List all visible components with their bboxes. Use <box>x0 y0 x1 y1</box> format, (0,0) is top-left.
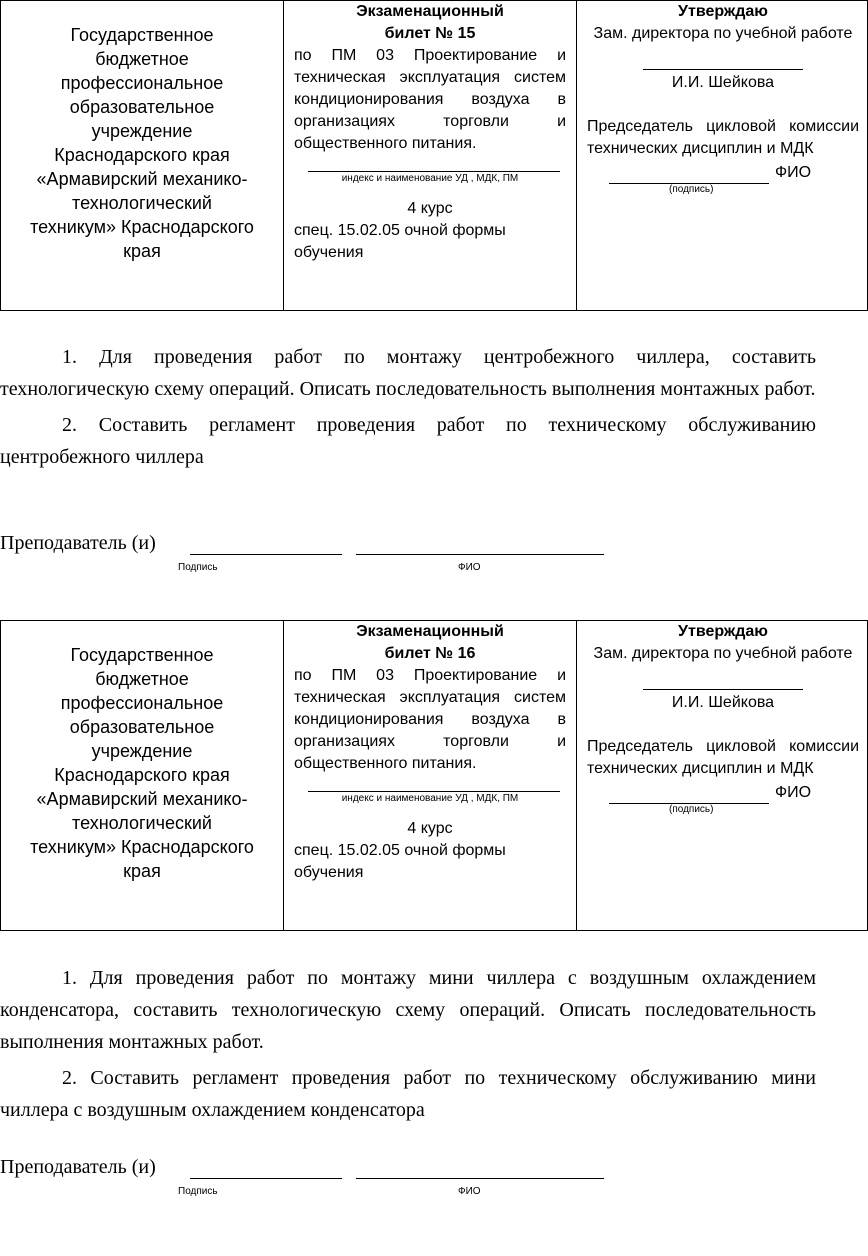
index-line <box>308 781 560 792</box>
teacher-signature-caption: Подпись <box>178 562 218 573</box>
index-caption: индекс и наименование УД , МДК, ПМ <box>341 793 519 804</box>
fio-label: ФИО <box>775 164 812 181</box>
director-name: И.И. Шейкова <box>671 694 775 711</box>
index-caption: индекс и наименование УД , МДК, ПМ <box>341 173 519 184</box>
org-line: бюджетное <box>95 669 189 689</box>
course-text: 4 курс <box>407 820 453 837</box>
chairman-title: Председатель цикловой комиссии технических дисциплин и МДК <box>587 738 859 777</box>
organization-cell <box>1 1 284 311</box>
spec-text: спец. 15.02.05 очной формы обучения <box>294 222 506 261</box>
org-line: Краснодарского края <box>54 145 230 165</box>
approve-label: Утверждаю <box>678 623 768 640</box>
ticket-info-cell <box>284 621 577 931</box>
org-line: «Армавирский механико- <box>36 169 248 189</box>
org-line: Краснодарского края <box>54 765 230 785</box>
chairman-signature-line <box>609 165 769 184</box>
org-line: техникум» Краснодарского <box>30 217 254 237</box>
deputy-title: Зам. директора по учебной работе <box>593 25 853 42</box>
director-signature-line <box>643 679 803 690</box>
org-line: бюджетное <box>95 49 189 69</box>
ticket-header-table <box>0 0 868 311</box>
course-text: 4 курс <box>407 200 453 217</box>
org-line: профессиональное <box>60 73 224 93</box>
signature-caption: (подпись) <box>669 804 714 815</box>
org-line: техникум» Краснодарского <box>30 837 254 857</box>
approve-label: Утверждаю <box>678 3 768 20</box>
director-name: И.И. Шейкова <box>671 74 775 91</box>
ticket-title: Экзаменационный <box>356 3 504 20</box>
chairman-signature-line <box>609 785 769 804</box>
spec-text: спец. 15.02.05 очной формы обучения <box>294 842 506 881</box>
teacher-signature-line <box>190 554 342 555</box>
ticket-number: билет № 16 <box>384 645 476 662</box>
teacher-label: Преподаватель (и) <box>0 532 156 554</box>
ticket-info-cell <box>284 1 577 311</box>
org-line: образовательное <box>69 97 215 117</box>
teacher-fio-line <box>356 1178 604 1179</box>
org-line: края <box>123 861 161 881</box>
org-line: профессиональное <box>60 693 224 713</box>
questions-block <box>0 962 816 1126</box>
question-2: 2. Составить регламент проведения работ по техническому обслуживанию центробежного чиллера <box>0 414 816 468</box>
approval-cell <box>577 1 868 311</box>
ticket-number: билет № 15 <box>384 25 476 42</box>
question-1: 1. Для проведения работ по монтажу мини чиллера с воздушным охлаждением конденсатора, составить технологическую схему операций. Описать последовательность выполнения монтажных работ. <box>0 967 816 1053</box>
chairman-signature-row <box>587 782 859 804</box>
teacher-signature-caption: Подпись <box>178 1186 218 1197</box>
index-line <box>308 161 560 172</box>
ticket-header-table <box>0 620 868 931</box>
deputy-title: Зам. директора по учебной работе <box>593 645 853 662</box>
discipline-text: по ПМ 03 Проектирование и техническая эксплуатация систем кондиционирования воздуха в организациях торговли и общественного питания. <box>294 667 566 772</box>
question-2: 2. Составить регламент проведения работ по техническому обслуживанию мини чиллера с воздушным охлаждением конденсатора <box>0 1067 816 1121</box>
fio-label: ФИО <box>775 784 812 801</box>
teacher-signature-line <box>190 1178 342 1179</box>
teacher-fio-caption: ФИО <box>458 1186 481 1197</box>
questions-block <box>0 341 816 473</box>
teacher-label: Преподаватель (и) <box>0 1156 156 1178</box>
teacher-fio-caption: ФИО <box>458 562 481 573</box>
director-signature-line <box>643 59 803 70</box>
org-line: образовательное <box>69 717 215 737</box>
org-line: края <box>123 241 161 261</box>
ticket-title: Экзаменационный <box>356 623 504 640</box>
signature-caption: (подпись) <box>669 184 714 195</box>
chairman-title: Председатель цикловой комиссии технических дисциплин и МДК <box>587 118 859 157</box>
org-line: учреждение <box>91 741 193 761</box>
org-line: учреждение <box>91 121 193 141</box>
org-line: Государственное <box>70 25 214 45</box>
organization-cell <box>1 621 284 931</box>
org-line: технологический <box>72 193 212 213</box>
question-1: 1. Для проведения работ по монтажу центробежного чиллера, составить технологическую схему операций. Описать последовательность выполнения монтажных работ. <box>0 346 816 400</box>
org-line: «Армавирский механико- <box>36 789 248 809</box>
org-line: Государственное <box>70 645 214 665</box>
org-line: технологический <box>72 813 212 833</box>
discipline-text: по ПМ 03 Проектирование и техническая эксплуатация систем кондиционирования воздуха в организациях торговли и общественного питания. <box>294 47 566 152</box>
teacher-fio-line <box>356 554 604 555</box>
chairman-signature-row <box>587 162 859 184</box>
approval-cell <box>577 621 868 931</box>
